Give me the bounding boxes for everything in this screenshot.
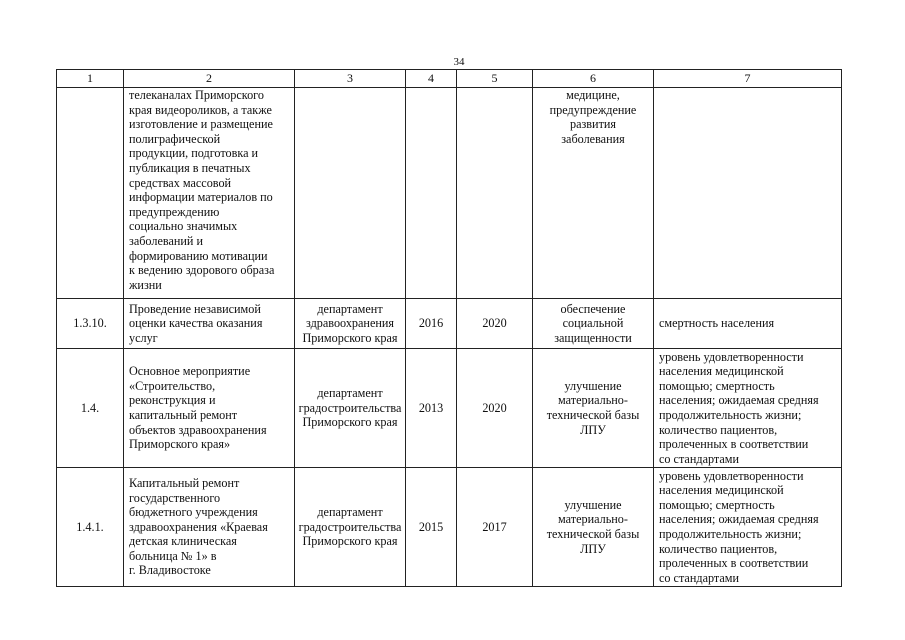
indicators: уровень удовлетворенности населения медицинской помощью; смертность населения; ожидаемая средняя продолжительность жизни; количество пациентов, пролеченных в соответствии со стандартами — [654, 349, 842, 468]
header-cell-3: 3 — [295, 70, 406, 88]
row-number: 1.4.1. — [57, 468, 124, 587]
start-year: 2015 — [406, 468, 457, 587]
start-year: 2013 — [406, 349, 457, 468]
measure-name: Основное мероприятие «Строительство, реконструкция и капитальный ремонт объектов здравоохранения Приморского края» — [124, 349, 295, 468]
measure-name: Капитальный ремонт государственного бюджетного учреждения здравоохранения «Краевая детская клиническая больница № 1» в г. Владивостоке — [124, 468, 295, 587]
header-row — [57, 70, 842, 88]
executor: департамент градостроительства Приморского края — [295, 349, 406, 468]
end-year: 2020 — [457, 349, 533, 468]
expected-result: улучшение материально- технической базы ЛПУ — [533, 468, 654, 587]
expected-result: медицине, предупреждение развития заболевания — [533, 88, 654, 299]
executor — [295, 88, 406, 299]
expected-result: улучшение материально- технической базы ЛПУ — [533, 349, 654, 468]
table-row — [57, 468, 842, 587]
header-cell-2: 2 — [124, 70, 295, 88]
executor: департамент градостроительства Приморского края — [295, 468, 406, 587]
header-cell-4: 4 — [406, 70, 457, 88]
indicators — [654, 88, 842, 299]
measures-table — [56, 69, 842, 587]
measure-name: Проведение независимой оценки качества оказания услуг — [124, 299, 295, 349]
start-year — [406, 88, 457, 299]
end-year — [457, 88, 533, 299]
page-number: 34 — [453, 56, 465, 68]
row-number: 1.4. — [57, 349, 124, 468]
measure-name: телеканалах Приморского края видеороликов, а также изготовление и размещение полиграфической продукции, подготовка и публикация в печатных средствах массовой информации материалов по предупреждению социально значимых заболеваний и формированию мотивации к ведению здорового образа жизни — [124, 88, 295, 299]
row-number: 1.3.10. — [57, 299, 124, 349]
indicators: уровень удовлетворенности населения медицинской помощью; смертность населения; ожидаемая средняя продолжительность жизни; количество пациентов, пролеченных в соответствии со стандартами — [654, 468, 842, 587]
table-row — [57, 88, 842, 299]
row-number — [57, 88, 124, 299]
header-cell-6: 6 — [533, 70, 654, 88]
header-cell-7: 7 — [654, 70, 842, 88]
end-year: 2020 — [457, 299, 533, 349]
table-row — [57, 299, 842, 349]
indicators: смертность населения — [654, 299, 842, 349]
start-year: 2016 — [406, 299, 457, 349]
executor: департамент здравоохранения Приморского края — [295, 299, 406, 349]
expected-result: обеспечение социальной защищенности — [533, 299, 654, 349]
header-cell-1: 1 — [57, 70, 124, 88]
end-year: 2017 — [457, 468, 533, 587]
header-cell-5: 5 — [457, 70, 533, 88]
table-row — [57, 349, 842, 468]
